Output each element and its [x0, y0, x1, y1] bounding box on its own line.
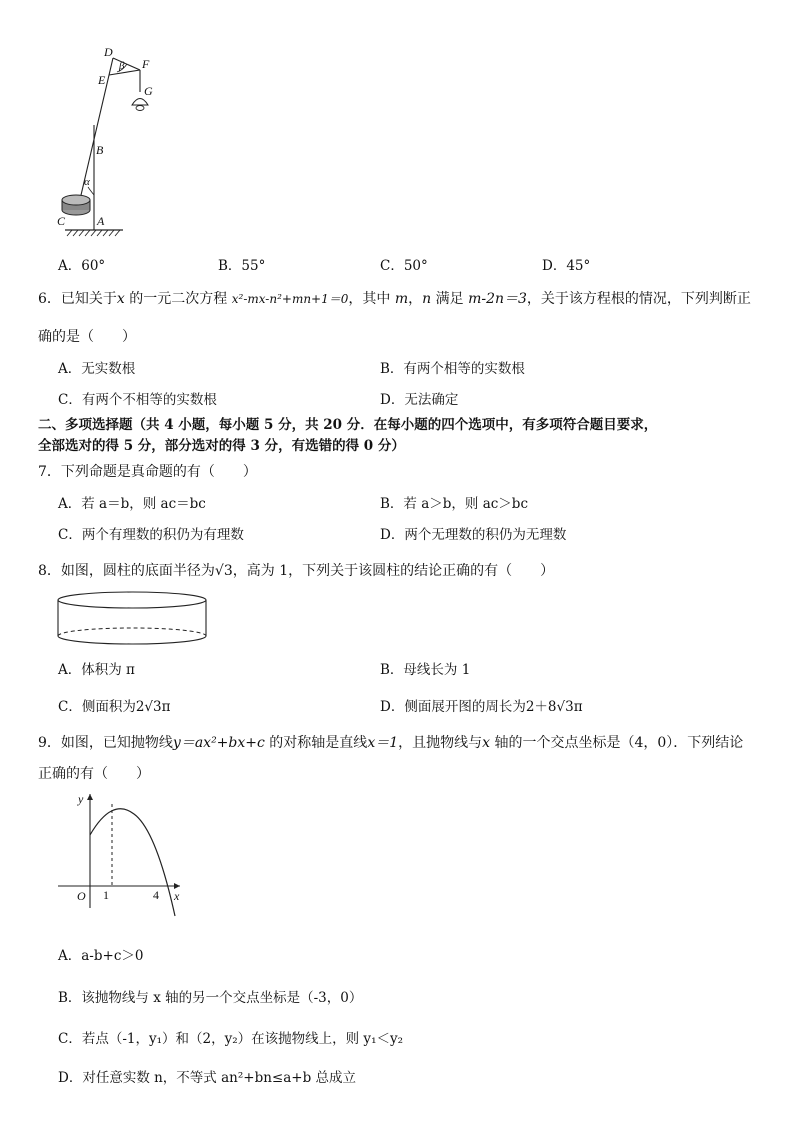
point-label-B: B: [96, 143, 104, 157]
q6-stem-line2: 确的是（ ）: [38, 329, 136, 345]
q6-equation: x²-mx-n²+mn+1＝0: [231, 292, 349, 306]
q9-equation: y＝ax²+bx+c: [172, 735, 265, 751]
q5-option-a[interactable]: A．60°: [58, 258, 106, 274]
q6-option-d[interactable]: D．无法确定: [380, 392, 459, 408]
q9-stem-line1: 9．如图，已知抛物线y＝ax²+bx+c 的对称轴是直线x＝1，且抛物线与x 轴的一个交点坐标是（4，0）．下列结论: [38, 735, 744, 751]
q9-option-a[interactable]: A．a-b+c＞0: [58, 948, 144, 964]
q7-option-c[interactable]: C．两个有理数的积仍为有理数: [58, 527, 244, 543]
point-label-A: A: [97, 214, 105, 228]
graph-origin-label: O: [77, 889, 86, 903]
graph-y-label: y: [78, 792, 84, 806]
q5-option-c[interactable]: C．50°: [380, 258, 428, 274]
cylinder-figure: [56, 590, 208, 650]
q9-option-c[interactable]: C．若点（-1，y₁）和（2，y₂）在该抛物线上，则 y₁＜y₂: [58, 1031, 404, 1047]
q6-stem-line1: 6．已知关于x 的一元二次方程 x²-mx-n²+mn+1＝0，其中 m，n 满足 m-2n＝3，关于该方程根的情况，下列判断正: [38, 291, 751, 307]
q6-option-b[interactable]: B．有两个相等的实数根: [380, 361, 525, 377]
q6-condition: m-2n＝3: [468, 291, 527, 307]
graph-tick-4: 4: [153, 888, 159, 902]
angle-label-beta: β: [119, 60, 125, 72]
q7-option-b[interactable]: B．若 a＞b，则 ac＞bc: [380, 496, 529, 512]
q6-option-c[interactable]: C．有两个不相等的实数根: [58, 392, 217, 408]
point-label-E: E: [98, 73, 106, 87]
point-label-D: D: [104, 45, 113, 59]
q8-option-d[interactable]: D．侧面展开图的周长为2＋8√3π: [380, 699, 583, 715]
q8-option-b[interactable]: B．母线长为 1: [380, 662, 471, 678]
graph-tick-1: 1: [103, 888, 109, 902]
section2-heading-line1: 二、多项选择题（共 4 小题，每小题 5 分，共 20 分．在每小题的四个选项中，有多项符合题目要求，: [38, 417, 658, 433]
q5-option-b[interactable]: B．55°: [218, 258, 266, 274]
point-label-G: G: [144, 84, 153, 98]
q8-option-a[interactable]: A．体积为 π: [58, 662, 135, 678]
q9-option-d[interactable]: D．对任意实数 n，不等式 an²+bn≤a+b 总成立: [58, 1070, 357, 1086]
q7-stem: 7．下列命题是真命题的有（ ）: [38, 464, 257, 480]
q8-radius: √3: [214, 563, 233, 579]
q9-option-b[interactable]: B．该抛物线与 x 轴的另一个交点坐标是（-3，0）: [58, 990, 363, 1006]
q5-option-d[interactable]: D．45°: [542, 258, 591, 274]
q8-option-c[interactable]: C．侧面积为2√3π: [58, 699, 171, 715]
point-label-F: F: [142, 57, 150, 71]
section2-heading-line2: 全部选对的得 5 分，部分选对的得 3 分，有选错的得 0 分）: [38, 438, 405, 454]
q9-stem-line2: 正确的有（ ）: [38, 766, 150, 782]
graph-x-label: x: [174, 889, 180, 903]
angle-label-alpha: α: [84, 176, 90, 188]
q8-stem: 8．如图，圆柱的底面半径为√3，高为 1，下列关于该圆柱的结论正确的有（ ）: [38, 563, 555, 579]
question5-figure: [55, 40, 175, 240]
parabola-graph: [56, 790, 186, 910]
q7-option-d[interactable]: D．两个无理数的积仍为无理数: [380, 527, 567, 543]
q6-option-a[interactable]: A．无实数根: [58, 361, 136, 377]
q7-option-a[interactable]: A．若 a＝b，则 ac＝bc: [58, 496, 206, 512]
point-label-C: C: [57, 214, 66, 228]
